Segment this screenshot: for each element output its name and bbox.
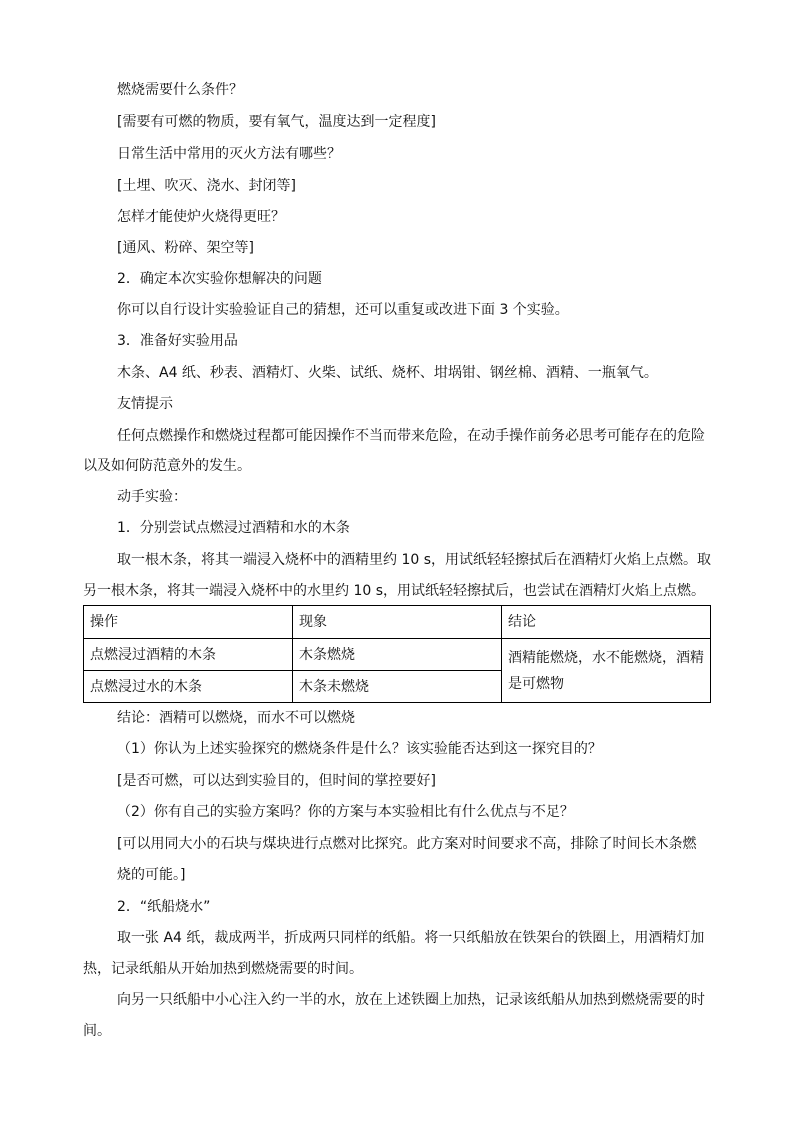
paragraph-problem: 你可以自行设计实验验证自己的猜想，还可以重复或改进下面 3 个实验。 <box>117 302 569 318</box>
experiment-1-text-line-2: 另一根木条，将其一端浸入烧杯中的水里约 10 s，用试纸轻轻擦拭后，也尝试在酒精灯火焰上点燃。 <box>83 583 706 599</box>
tip-title: 友情提示 <box>117 396 173 412</box>
experiment-2-text-2-line-1: 向另一只纸船中小心注入约一半的水，放在上述铁圈上加热，记录该纸船从加热到燃烧需要的时 <box>117 992 705 1008</box>
tip-text-line-1: 任何点燃操作和燃烧过程都可能因操作不当而带来危险，在动手操作前务必思考可能存在的危险 <box>117 428 705 444</box>
table-header-cell: 结论 <box>502 606 711 639</box>
question-2: （2）你有自己的实验方案吗？你的方案与本实验相比有什么优点与不足？ <box>117 804 574 820</box>
tip-text-line-2: 以及如何防范意外的发生。 <box>83 458 251 474</box>
question-burning-conditions: 燃烧需要什么条件？ <box>117 82 243 98</box>
section-heading-problem: 2．确定本次实验你想解决的问题 <box>117 271 322 287</box>
experiment-2-text-2-line-2: 间。 <box>83 1023 111 1039</box>
section-heading-supplies: 3．准备好实验用品 <box>117 333 238 349</box>
table-cell: 点燃浸过酒精的木条 <box>84 639 293 671</box>
answer-2-line-2: 烧的可能。] <box>117 867 186 883</box>
hands-on-heading: 动手实验： <box>117 489 187 505</box>
answer-extinguish-methods: [土埋、吹灭、浇水、封闭等] <box>117 178 296 194</box>
table-row <box>84 639 711 671</box>
answer-1: [是否可燃，可以达到实验目的，但时间的掌控要好] <box>117 773 436 789</box>
experiment-2-text-1-line-1: 取一张 A4 纸，裁成两半，折成两只同样的纸船。将一只纸船放在铁架台的铁圈上，用酒精灯加 <box>117 930 705 946</box>
table-header-row <box>84 606 711 639</box>
table-cell: 点燃浸过水的木条 <box>84 671 293 703</box>
experiment-result-table <box>83 605 711 703</box>
table-cell: 木条未燃烧 <box>293 671 502 703</box>
table-header-cell: 现象 <box>293 606 502 639</box>
paragraph-supplies: 木条、A4 纸、秒表、酒精灯、火柴、试纸、烧杯、坩埚钳、钢丝棉、酒精、一瓶氧气。 <box>117 365 658 381</box>
question-extinguish-methods: 日常生活中常用的灭火方法有哪些？ <box>117 146 341 162</box>
experiment-2-text-1-line-2: 热，记录纸船从开始加热到燃烧需要的时间。 <box>83 961 363 977</box>
experiment-1-text-line-1: 取一根木条，将其一端浸入烧杯中的酒精里约 10 s，用试纸轻轻擦拭后在酒精灯火焰上点燃。取 <box>117 552 712 568</box>
question-1: （1）你认为上述实验探究的燃烧条件是什么？该实验能否达到这一探究目的？ <box>117 741 602 757</box>
answer-fire-hotter: [通风、粉碎、架空等] <box>117 240 254 256</box>
question-fire-hotter: 怎样才能使炉火烧得更旺？ <box>117 209 285 225</box>
table-cell-conclusion: 酒精能燃烧，水不能燃烧，酒精是可燃物 <box>502 639 711 703</box>
table-cell: 木条燃烧 <box>293 639 502 671</box>
table-header-cell: 操作 <box>84 606 293 639</box>
experiment-1-conclusion: 结论：酒精可以燃烧，而水不可以燃烧 <box>117 710 355 726</box>
answer-burning-conditions: [需要有可燃的物质，要有氧气，温度达到一定程度] <box>117 114 436 130</box>
experiment-2-title: 2．“纸船烧水” <box>117 899 211 915</box>
experiment-1-title: 1．分别尝试点燃浸过酒精和水的木条 <box>117 520 350 536</box>
answer-2-line-1: [可以用同大小的石块与煤块进行点燃对比探究。此方案对时间要求不高，排除了时间长木条燃 <box>117 836 697 852</box>
